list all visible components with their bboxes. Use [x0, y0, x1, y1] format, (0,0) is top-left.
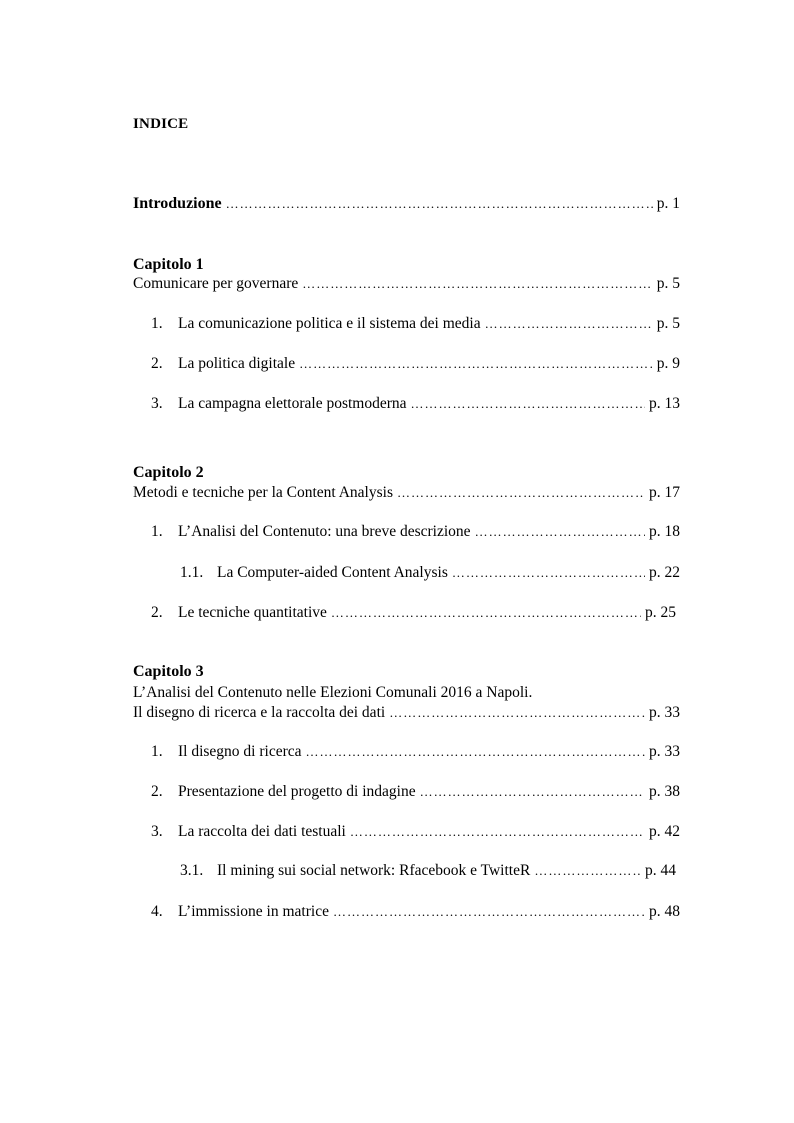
toc-entry-1-3[interactable] [151, 394, 680, 414]
chapter-label-3: Capitolo 3 [133, 663, 204, 680]
toc-entry-title: L’Analisi del Contenuto: una breve descrizione [178, 523, 471, 540]
toc-entry-title: Presentazione del progetto di indagine [178, 783, 416, 800]
dot-leader [306, 742, 645, 762]
dot-leader [452, 563, 645, 583]
dot-leader [397, 483, 645, 503]
toc-entry-page: p. 18 [649, 523, 680, 540]
toc-entry-chapter-3[interactable] [133, 703, 680, 723]
toc-entry-title: Il disegno di ricerca e la raccolta dei dati [133, 704, 386, 721]
toc-entry-title: L’immissione in matrice [178, 903, 329, 920]
dot-leader [534, 861, 641, 881]
section-number: 3. [151, 823, 163, 840]
dot-leader [333, 902, 645, 922]
toc-entry-page: p. 25 [645, 604, 676, 621]
toc-entry-2-2[interactable] [151, 603, 676, 623]
dot-leader [302, 274, 652, 294]
section-number: 2. [151, 355, 163, 372]
dot-leader [485, 314, 653, 334]
toc-entry-title: Introduzione [133, 195, 222, 212]
toc-entry-3-4[interactable] [151, 902, 680, 922]
toc-entry-chapter-2[interactable] [133, 483, 680, 503]
toc-entry-page: p. 44 [645, 862, 676, 879]
toc-entry-page: p. 9 [656, 355, 680, 372]
dot-leader [299, 354, 653, 374]
dot-leader [389, 703, 645, 723]
dot-leader [411, 394, 645, 414]
section-number: 2. [151, 783, 163, 800]
page-title-initial: I [133, 116, 140, 132]
section-number: 1. [151, 523, 163, 540]
toc-entry-2-1-1[interactable] [180, 563, 680, 583]
toc-entry-page: p. 17 [649, 484, 680, 501]
dot-leader [350, 822, 645, 842]
chapter-3-title-line1: L’Analisi del Contenuto nelle Elezioni Comunali 2016 a Napoli. [133, 684, 533, 701]
toc-entry-title: Metodi e tecniche per la Content Analysis [133, 484, 393, 501]
section-number: 1. [151, 315, 163, 332]
toc-entry-page: p. 1 [656, 195, 680, 212]
toc-entry-1-1[interactable] [151, 314, 680, 334]
section-number: 1. [151, 743, 163, 760]
dot-leader [420, 782, 645, 802]
toc-entry-page: p. 13 [649, 395, 680, 412]
dot-leader [475, 522, 645, 542]
toc-entry-page: p. 5 [656, 315, 680, 332]
toc-entry-3-2[interactable] [151, 782, 680, 802]
toc-entry-title: Comunicare per governare [133, 275, 299, 292]
section-number: 1.1. [180, 564, 204, 581]
dot-leader [331, 603, 641, 623]
page-title-rest: NDICE [139, 116, 189, 132]
chapter-label-1: Capitolo 1 [133, 256, 204, 273]
chapter-label-2: Capitolo 2 [133, 464, 204, 481]
dot-leader [226, 194, 653, 214]
toc-entry-page: p. 48 [649, 903, 680, 920]
toc-entry-page: p. 38 [649, 783, 680, 800]
toc-entry-2-1[interactable] [151, 522, 680, 542]
toc-entry-intro[interactable] [133, 194, 680, 214]
toc-entry-3-3-1[interactable] [180, 861, 676, 881]
section-number: 3.1. [180, 862, 204, 879]
toc-entry-page: p. 22 [649, 564, 680, 581]
toc-entry-page: p. 42 [649, 823, 680, 840]
toc-entry-1-2[interactable] [151, 354, 680, 374]
page-title [133, 116, 188, 133]
toc-entry-title: La campagna elettorale postmoderna [178, 395, 407, 412]
toc-entry-chapter-1[interactable] [133, 274, 680, 294]
toc-entry-3-3[interactable] [151, 822, 680, 842]
toc-entry-title: Le tecniche quantitative [178, 604, 327, 621]
section-number: 4. [151, 903, 163, 920]
section-number: 2. [151, 604, 163, 621]
toc-entry-title: Il mining sui social network: Rfacebook e TwitteR [217, 862, 531, 879]
toc-entry-3-1[interactable] [151, 742, 680, 762]
section-number: 3. [151, 395, 163, 412]
toc-entry-page: p. 5 [656, 275, 680, 292]
toc-entry-title: La comunicazione politica e il sistema dei media [178, 315, 481, 332]
toc-entry-title: La Computer-aided Content Analysis [217, 564, 448, 581]
toc-entry-title: La raccolta dei dati testuali [178, 823, 346, 840]
toc-entry-title: Il disegno di ricerca [178, 743, 302, 760]
toc-entry-page: p. 33 [649, 743, 680, 760]
toc-entry-page: p. 33 [649, 704, 680, 721]
toc-entry-title: La politica digitale [178, 355, 296, 372]
